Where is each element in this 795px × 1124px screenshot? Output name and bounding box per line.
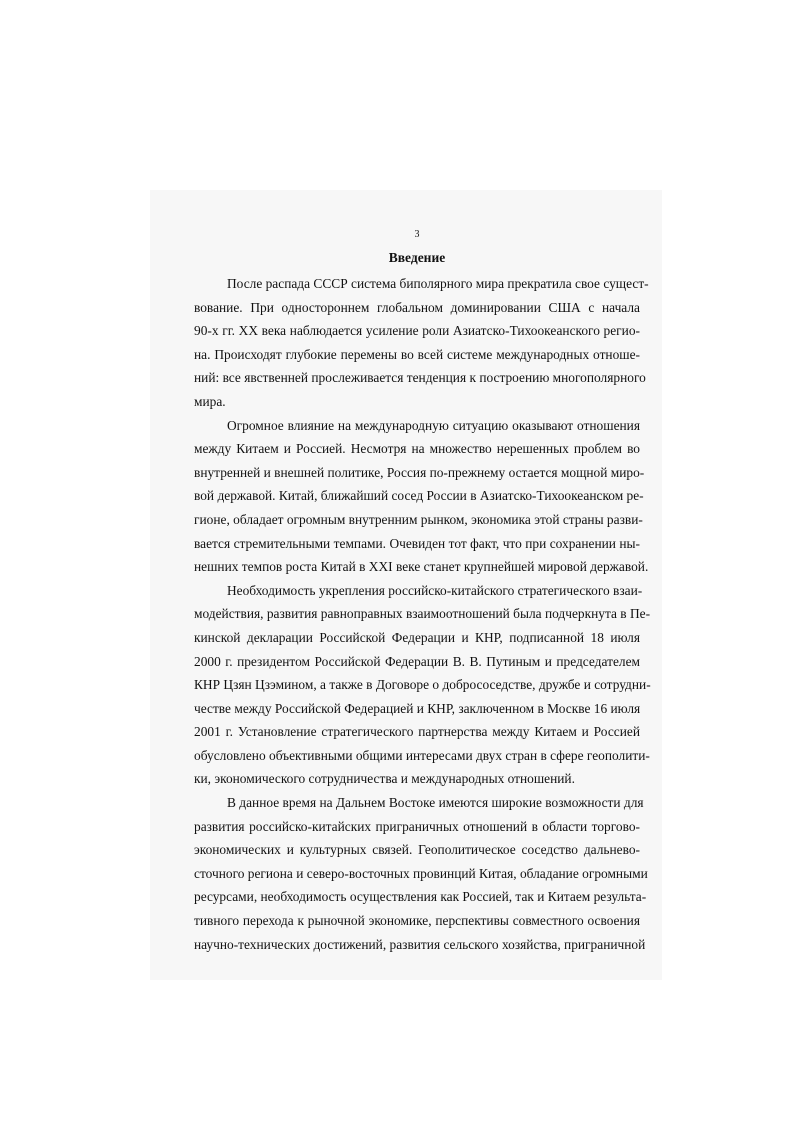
text-line: 2000 г. президентом Российской Федерации В. В. Путиным и председателем (194, 653, 640, 669)
text-line: ки, экономического сотрудничества и международных отношений. (194, 771, 575, 787)
text-line: 90-х гг. XX века наблюдается усиление роли Азиатско-Тихоокеанского регио- (194, 323, 640, 339)
text-line: модействия, развития равноправных взаимоотношений была подчеркнута в Пе- (194, 606, 651, 622)
paragraph (194, 791, 648, 956)
text-line: научно-технических достижений, развития сельского хозяйства, приграничной (194, 936, 646, 952)
text-line: между Китаем и Россией. Несмотря на множество нерешенных проблем во (194, 441, 640, 457)
text-line: честве между Российской Федерацией и КНР, заключенном в Москве 16 июля (194, 700, 641, 716)
text-line: нешних темпов роста Китай в XXI веке станет крупнейшей мировой державой. (194, 559, 649, 575)
text-line: обусловлено объективными общими интересами двух стран в сфере геополити- (194, 747, 650, 763)
text-line: ресурсами, необходимость осуществления как Россией, так и Китаем результа- (194, 889, 647, 905)
text-line: Необходимость укрепления российско-китайского стратегического взаи- (227, 582, 643, 598)
page-content (194, 228, 651, 956)
text-line: мира. (194, 393, 226, 409)
text-line: тивного перехода к рыночной экономике, перспективы совместного освоения (194, 913, 640, 929)
paragraph (194, 272, 649, 414)
text-line: экономических и культурных связей. Геополитическое соседство дальнево- (194, 842, 640, 858)
text-line: кинской декларации Российской Федерации и КНР, подписанной 18 июля (194, 629, 640, 645)
text-line: вается стремительными темпами. Очевиден тот факт, что при сохранении ны- (194, 535, 640, 551)
text-line: развития российско-китайских приграничных отношений в области торгово- (194, 818, 640, 834)
paragraph (194, 414, 649, 579)
text-line: вование. При одностороннем глобальном доминировании США с начала (194, 299, 640, 315)
body-text (194, 272, 651, 956)
text-line: В данное время на Дальнем Востоке имеются широкие возможности для (227, 795, 644, 811)
text-line: гионе, обладает огромным внутренним рынком, экономика этой страны разви- (194, 511, 643, 527)
paragraph (194, 579, 651, 791)
text-line: на. Происходят глубокие перемены во всей системе международных отноше- (194, 346, 640, 362)
text-line: сточного региона и северо-восточных провинций Китая, обладание огромными (194, 865, 648, 881)
page-number: 3 (414, 229, 420, 240)
text-line: ний: все явственней прослеживается тенденция к построению многополярного (194, 370, 646, 386)
text-line: После распада СССР система биполярного мира прекратила свое сущест- (227, 276, 649, 291)
text-line: Огромное влияние на международную ситуацию оказывают отношения (227, 417, 640, 433)
text-line: внутренней и внешней политике, Россия по-прежнему остается мощной миро- (194, 464, 645, 480)
section-heading: Введение (388, 250, 446, 265)
text-line: 2001 г. Установление стратегического партнерства между Китаем и Россией (194, 724, 640, 740)
text-line: вой державой. Китай, ближайший сосед России в Азиатско-Тихоокеанском ре- (194, 488, 644, 504)
text-line: КНР Цзян Цзэмином, а также в Договоре о добрососедстве, дружбе и сотрудни- (194, 677, 651, 693)
